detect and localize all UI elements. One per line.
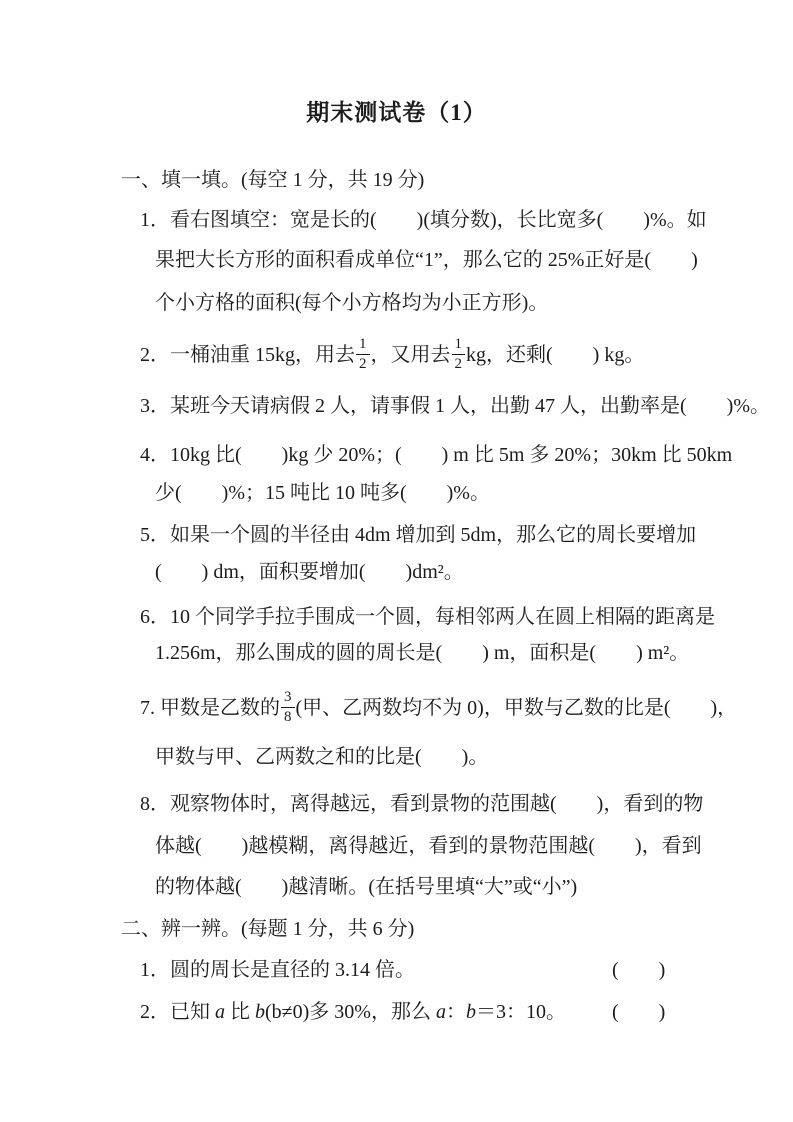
variable-a: a xyxy=(215,1001,225,1023)
s2-q2-text-mid1: 比 xyxy=(225,1001,255,1023)
s2-q2-text-mid2: (b≠0)多 30%，那么 xyxy=(265,1001,436,1023)
section1-header: 一、填一填。(每空 1 分，共 19 分) xyxy=(121,169,425,191)
s1-q7-line2: 甲数与甲、乙两数之和的比是( )。 xyxy=(155,746,489,768)
s1-q7-line1 xyxy=(0,687,793,729)
fraction-denominator: 8 xyxy=(284,708,292,725)
fraction-three-eighths xyxy=(281,689,295,725)
s1-q8-line2: 体越( )越模糊，离得越近，看到的景物范围越( )，看到 xyxy=(155,835,702,857)
s1-q5-line1: 5．如果一个圆的半径由 4dm 增加到 5dm，那么它的周长要增加 xyxy=(140,524,697,546)
s1-q8-line3: 的物体越( )越清晰。(在括号里填“大”或“小”) xyxy=(155,876,578,898)
s2-q1-line xyxy=(0,949,793,991)
q7-text-post: (甲、乙两数均不为 0)，甲数与乙数的比是( )， xyxy=(295,697,738,719)
fraction-one-half xyxy=(356,336,370,372)
s2-q1-text: 1．圆的周长是直径的 3.14 倍。 xyxy=(140,959,415,981)
section2-header: 二、辨一辨。(每题 1 分，共 6 分) xyxy=(121,918,415,940)
s2-q2-answer-blank: ( ) xyxy=(612,1001,666,1023)
s1-q1-line2: 果把大长方形的面积看成单位“1”，那么它的 25%正好是( ) xyxy=(155,249,698,271)
exam-title: 期末测试卷（1） xyxy=(306,100,487,125)
s2-q1-answer-blank: ( ) xyxy=(612,959,666,981)
fraction-numerator: 3 xyxy=(281,689,295,708)
fraction-denominator: 2 xyxy=(454,355,462,372)
q2-text-mid: ，又用去 xyxy=(370,344,451,366)
s1-q5-line2: ( ) dm，面积要增加( )dm²。 xyxy=(155,561,464,583)
fraction-one-half xyxy=(452,336,466,372)
s1-q6-line1: 6．10 个同学手拉手围成一个圆，每相邻两人在圆上相隔的距离是 xyxy=(140,606,715,628)
fraction-denominator: 2 xyxy=(359,355,367,372)
q2-text-post: kg，还剩( ) kg。 xyxy=(466,344,645,366)
s1-q6-line2: 1.256m，那么围成的圆的周长是( ) m，面积是( ) m²。 xyxy=(155,642,690,664)
variable-b: b xyxy=(255,1001,265,1023)
s1-q2-line xyxy=(0,334,793,376)
s1-q8-line1: 8．观察物体时，离得越远，看到景物的范围越( )，看到的物 xyxy=(140,793,704,815)
s1-q4-line1: 4．10kg 比( )kg 少 20%；( ) m 比 5m 多 20%；30km 比 50km xyxy=(140,444,733,466)
s1-q3-line: 3．某班今天请病假 2 人，请事假 1 人，出勤 47 人，出勤率是( )%。 xyxy=(140,395,770,417)
variable-b: b xyxy=(465,1001,476,1023)
s2-q2-text-tail: ＝3：10。 xyxy=(475,1001,566,1023)
s2-q2-text-pre: 2．已知 xyxy=(140,1001,215,1023)
fraction-numerator: 1 xyxy=(356,336,370,355)
s1-q4-line2: 少( )%；15 吨比 10 吨多( )%。 xyxy=(155,482,490,504)
fraction-numerator: 1 xyxy=(452,336,466,355)
s1-q1-line1: 1．看右图填空：宽是长的( )(填分数)，长比宽多( )%。如 xyxy=(140,209,707,231)
s1-q1-line3: 个小方格的面积(每个小方格均为小正方形)。 xyxy=(155,292,549,314)
ratio-colon: ： xyxy=(445,1001,466,1023)
variable-a: a xyxy=(435,1001,446,1023)
s2-q2-line xyxy=(0,991,793,1033)
q7-text-pre: 7. 甲数是乙数的 xyxy=(140,697,280,719)
q2-text-pre: 2．一桶油重 15kg，用去 xyxy=(140,344,355,366)
